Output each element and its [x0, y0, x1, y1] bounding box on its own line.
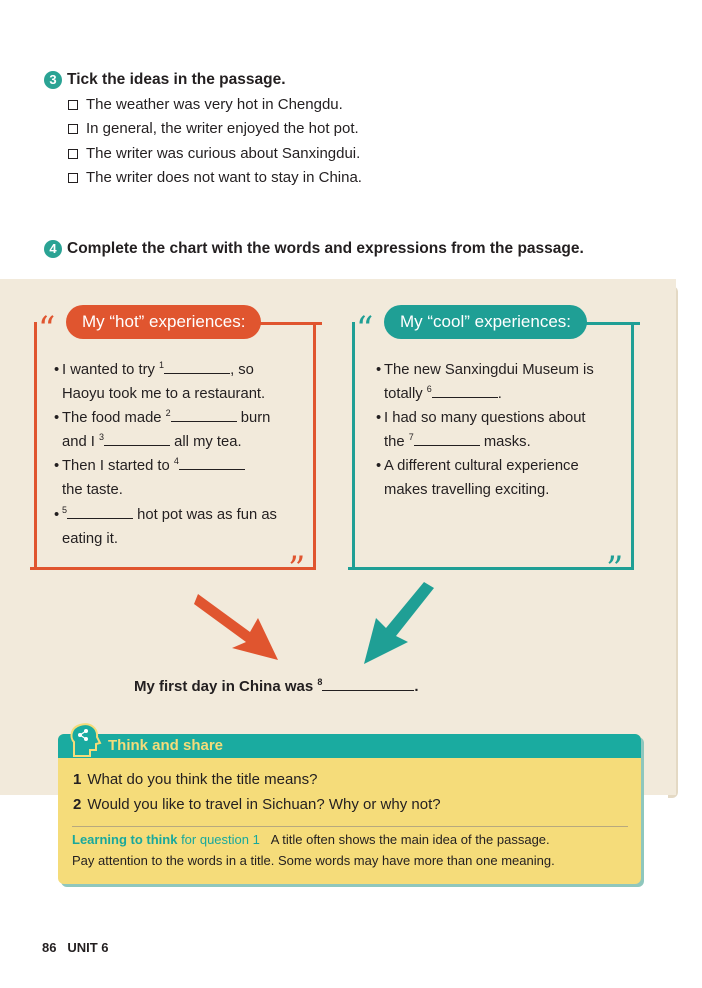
tick-item-2[interactable] [68, 120, 359, 137]
conclusion-sentence: My first day in China was $^8$ . [134, 677, 419, 695]
cool-line-6: makes travelling exciting. [384, 482, 550, 498]
exercise-3-title: Tick the ideas in the passage. [67, 71, 286, 88]
blank-7[interactable] [414, 431, 480, 446]
open-quote-icon: “ [38, 309, 56, 349]
head-share-icon [66, 722, 102, 758]
open-quote-icon: “ [356, 309, 374, 349]
blank-8[interactable] [322, 676, 414, 691]
cool-frame-bottom-line [348, 567, 602, 570]
hot-line-3: • The food made $^2$ burn [54, 408, 271, 426]
exercise-3-number: 3 [44, 71, 62, 89]
blank-1[interactable] [164, 359, 230, 374]
tick-item-label: The writer was curious about Sanxingdui. [86, 145, 361, 162]
cool-line-3: • I had so many questions about [376, 410, 586, 426]
question-2: 2 Would you like to travel in Sichuan? Why or why not? [73, 796, 441, 813]
checkbox[interactable] [68, 100, 78, 110]
hot-experiences-heading: My “hot” experiences: [66, 305, 261, 339]
cool-frame-top-line [580, 322, 640, 325]
cool-line-5: • A different cultural experience [376, 458, 579, 474]
exercise-4-number: 4 [44, 240, 62, 258]
blank-4[interactable] [179, 455, 245, 470]
teal-arrow-icon [362, 582, 440, 668]
checkbox[interactable] [68, 173, 78, 183]
learning-to-think: Learning to think for question 1 A title often shows the main idea of the passage. [72, 832, 550, 847]
hot-frame-top-line [260, 322, 322, 325]
hot-line-6: the taste. [62, 482, 123, 498]
exercise-4-title: Complete the chart with the words and expressions from the passage. [67, 240, 584, 257]
tick-item-label: The weather was very hot in Chengdu. [86, 96, 343, 113]
blank-3[interactable] [104, 431, 170, 446]
hot-line-8: eating it. [62, 531, 118, 547]
tick-item-label: The writer does not want to stay in China. [86, 169, 362, 186]
learning-to-think-tip: Pay attention to the words in a title. Some words may have more than one meaning. [72, 853, 555, 868]
blank-6[interactable] [432, 383, 498, 398]
tick-item-label: In general, the writer enjoyed the hot pot. [86, 120, 359, 137]
tick-item-1[interactable] [68, 96, 343, 113]
close-quote-icon: ” [288, 549, 306, 589]
cool-experiences-heading: My “cool” experiences: [384, 305, 587, 339]
hot-line-4: and I $^3$ all my tea. [62, 432, 242, 450]
cool-line-4: the $^7$ masks. [384, 432, 531, 450]
blank-5[interactable] [67, 504, 133, 519]
cool-line-2: totally $^6$ . [384, 384, 502, 402]
page-footer: 86 UNIT 6 [42, 940, 109, 955]
hot-line-2: Haoyu took me to a restaurant. [62, 386, 266, 402]
hot-line-7: • $^5$ hot pot was as fun as [54, 505, 277, 523]
checkbox[interactable] [68, 124, 78, 134]
think-share-title: Think and share [108, 737, 224, 754]
red-arrow-icon [192, 584, 284, 664]
close-quote-icon: ” [606, 549, 624, 589]
checkbox[interactable] [68, 149, 78, 159]
tick-item-4[interactable] [68, 169, 362, 186]
tick-item-3[interactable] [68, 145, 360, 162]
cool-line-1: • The new Sanxingdui Museum is [376, 362, 594, 378]
hot-line-5: • Then I started to $^4$ [54, 454, 245, 478]
blank-2[interactable] [171, 407, 237, 422]
question-1: 1 What do you think the title means? [73, 771, 318, 788]
hot-frame-bottom-line [30, 567, 284, 570]
divider [72, 826, 628, 827]
hot-line-1: • I wanted to try $^1$ , so [54, 360, 254, 378]
